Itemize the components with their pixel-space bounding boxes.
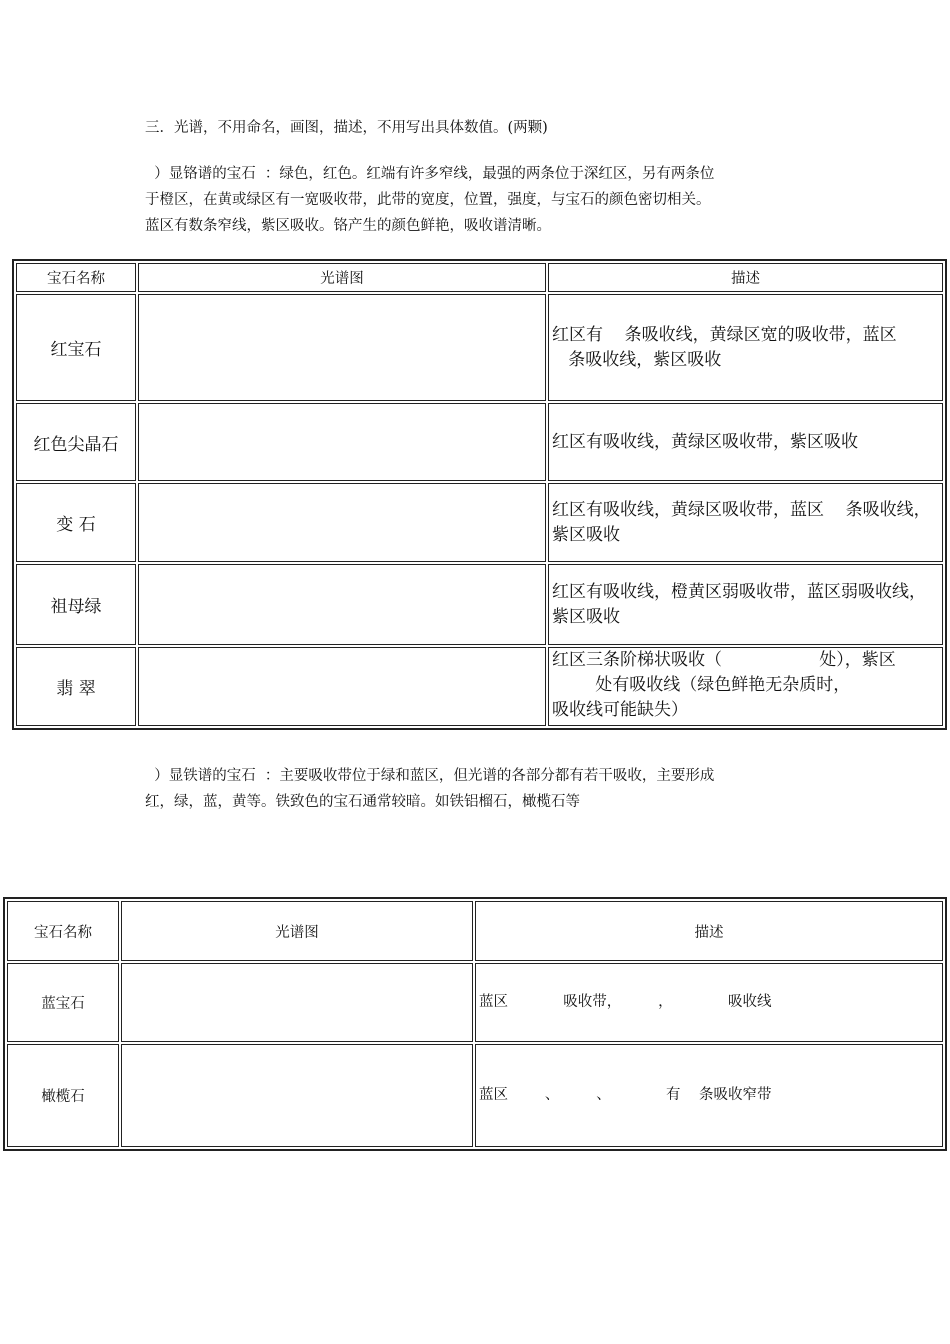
gem-description: 蓝区 、 、 有 条吸收窄带	[475, 1044, 943, 1147]
iron-spectrum-table	[3, 897, 947, 1151]
gem-description: 红区有 条吸收线，黄绿区宽的吸收带，蓝区 条吸收线，紫区吸收	[548, 294, 943, 401]
spectrum-cell	[138, 564, 546, 645]
table-row	[16, 403, 943, 481]
spectrum-cell	[121, 963, 473, 1042]
gem-name: 红宝石	[16, 294, 136, 401]
section-title-block	[145, 115, 815, 141]
table-row	[16, 647, 943, 726]
chromium-intro-line-3: 蓝区有数条窄线，紫区吸收。铬产生的颜色鲜艳，吸收谱清晰。	[145, 218, 551, 234]
gem-name: 翡 翠	[16, 647, 136, 726]
section-title: 三．光谱，不用命名，画图，描述，不用写出具体数值。(两颗)	[145, 120, 548, 136]
spectrum-cell	[138, 294, 546, 401]
iron-intro-line-1: ）显铁谱的宝石 ：主要吸收带位于绿和蓝区，但光谱的各部分都有若干吸收，主要形成	[145, 768, 715, 784]
table-row	[16, 294, 943, 401]
chromium-intro-line-2: 于橙区，在黄或绿区有一宽吸收带，此带的宽度，位置，强度，与宝石的颜色密切相关。	[145, 192, 711, 208]
spectrum-cell	[138, 403, 546, 481]
chromium-spectrum-table	[12, 259, 947, 730]
iron-intro	[145, 763, 815, 815]
gem-name: 祖母绿	[16, 564, 136, 645]
header-gem-name: 宝石名称	[16, 263, 136, 292]
table-header-row	[16, 263, 943, 292]
gem-description: 红区有吸收线，黄绿区吸收带，蓝区 条吸收线，紫区吸收	[548, 483, 943, 562]
spectrum-cell	[138, 647, 546, 726]
gem-name: 橄榄石	[7, 1044, 119, 1147]
header-gem-name: 宝石名称	[7, 901, 119, 961]
spectrum-cell	[121, 1044, 473, 1147]
header-description: 描述	[475, 901, 943, 961]
table-row	[16, 564, 943, 645]
table-header-row	[7, 901, 943, 961]
chromium-intro	[145, 161, 815, 239]
header-spectrum: 光谱图	[121, 901, 473, 961]
gem-name: 蓝宝石	[7, 963, 119, 1042]
header-spectrum: 光谱图	[138, 263, 546, 292]
iron-intro-line-2: 红，绿，蓝，黄等。铁致色的宝石通常较暗。如铁铝榴石，橄榄石等	[145, 794, 580, 810]
gem-name: 红色尖晶石	[16, 403, 136, 481]
gem-description: 红区三条阶梯状吸收（ 处），紫区 处有吸收线（绿色鲜艳无杂质时， 吸收线可能缺失）	[548, 647, 943, 726]
table-row	[16, 483, 943, 562]
gem-description: 红区有吸收线，橙黄区弱吸收带，蓝区弱吸收线，紫区吸收	[548, 564, 943, 645]
gem-description: 红区有吸收线，黄绿区吸收带，紫区吸收	[548, 403, 943, 481]
chromium-intro-line-1: ）显铬谱的宝石 ：绿色，红色。红端有许多窄线，最强的两条位于深红区，另有两条位	[145, 166, 715, 182]
gem-description: 蓝区 吸收带， ， 吸收线	[475, 963, 943, 1042]
header-description: 描述	[548, 263, 943, 292]
spectrum-cell	[138, 483, 546, 562]
table-row	[7, 1044, 943, 1147]
gem-name: 变 石	[16, 483, 136, 562]
table-row	[7, 963, 943, 1042]
